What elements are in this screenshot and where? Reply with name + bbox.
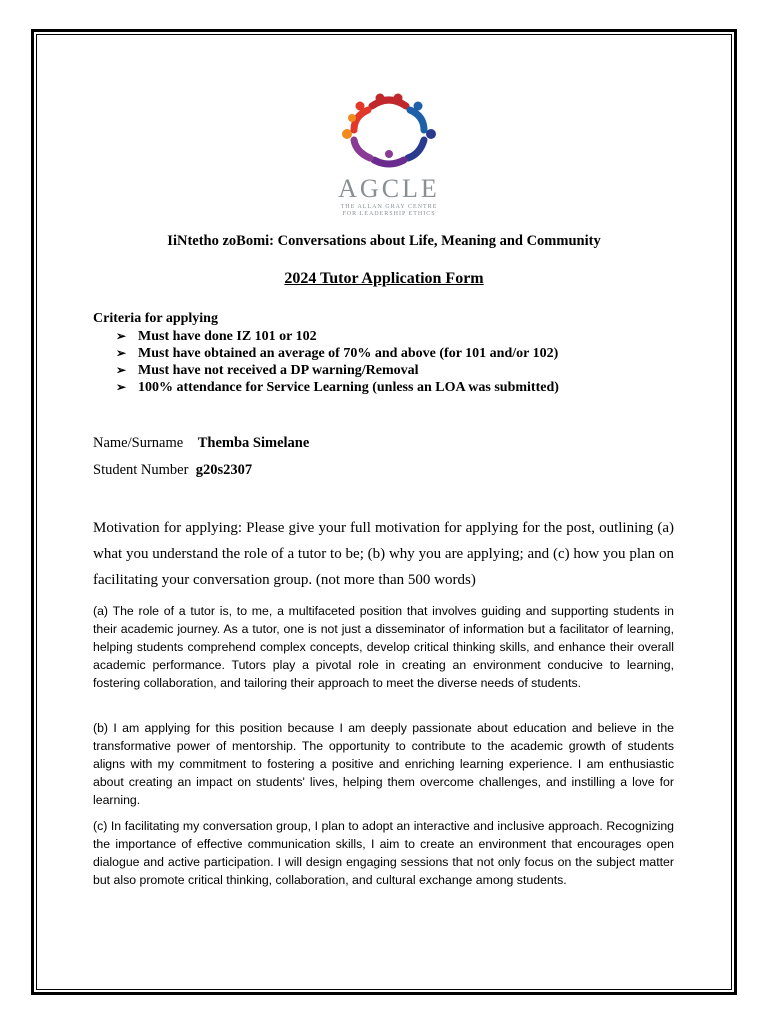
criteria-item-text: Must have done IZ 101 or 102 xyxy=(138,329,317,344)
agcle-logo-emblem xyxy=(314,88,464,174)
criteria-item-text: Must have not received a DP warning/Removal xyxy=(138,363,419,378)
arrowhead-bullet-icon: ➢ xyxy=(116,363,127,377)
arrowhead-bullet-icon: ➢ xyxy=(116,329,127,343)
arrowhead-bullet-icon: ➢ xyxy=(116,380,127,394)
criteria-item xyxy=(116,379,559,396)
criteria-item xyxy=(116,362,559,379)
answer-paragraph-a: (a) The role of a tutor is, to me, a multifaceted position that involves guiding and supporting students in their academic journey. As a tutor, one is not just a disseminator of information but a facilitator of learning, helping students comprehend complex concepts, develop critical thinking skills, and enhance their overall academic performance. Tutors play a pivotal role in creating an environment conducive to learning, fostering collaboration, and tailoring their approach to meet the diverse needs of students. xyxy=(93,604,674,690)
document-subtitle: IiNtetho zoBomi: Conversations about Life, Meaning and Community xyxy=(167,233,601,249)
student-number-field xyxy=(93,462,252,479)
name-field xyxy=(93,435,309,452)
criteria-list xyxy=(116,328,559,396)
criteria-item-text: 100% attendance for Service Learning (unless an LOA was submitted) xyxy=(138,380,559,395)
logo-wordmark: AGCLE xyxy=(338,174,440,203)
name-value: Themba Simelane xyxy=(197,435,310,451)
logo-subtitle-line-2: FOR LEADERSHIP ETHICS xyxy=(342,211,436,217)
motivation-prompt: Motivation for applying: Please give your full motivation for applying for the post, outlining (a) what you understand the role of a tutor to be; (b) why you are applying; and (c) how you plan on facilitating your conversation group. (not more than 500 words) xyxy=(93,520,674,588)
criteria-item xyxy=(116,345,559,362)
student-number-value: g20s2307 xyxy=(195,462,253,478)
agcle-logo xyxy=(314,88,464,220)
criteria-item-text: Must have obtained an average of 70% and above (for 101 and/or 102) xyxy=(138,346,559,361)
logo-subtitle-line-1: THE ALLAN GRAY CENTRE xyxy=(340,204,438,210)
answer-paragraph-c: (c) In facilitating my conversation group, I plan to adopt an interactive and inclusive approach. Recognizing the importance of effective communication skills, I aim to create an environment that encourages open dialogue and active participation. I will design engaging sessions that not only focus on the subject matter but also promote critical thinking, collaboration, and cultural exchange among students. xyxy=(93,819,674,887)
criteria-item xyxy=(116,328,559,345)
answer-paragraph-b: (b) I am applying for this position because I am deeply passionate about education and believe in the transformative power of mentorship. The opportunity to contribute to the academic growth of students aligns with my commitment to fostering a positive and enriching learning experience. I am enthusiastic about creating an impact on students' lives, helping them overcome challenges, and instilling a love for learning. xyxy=(93,721,674,807)
student-number-label: Student Number xyxy=(93,462,189,478)
form-title: 2024 Tutor Application Form xyxy=(284,270,484,287)
arrowhead-bullet-icon: ➢ xyxy=(116,346,127,360)
criteria-heading: Criteria for applying xyxy=(93,311,218,326)
name-label: Name/Surname xyxy=(93,435,184,451)
